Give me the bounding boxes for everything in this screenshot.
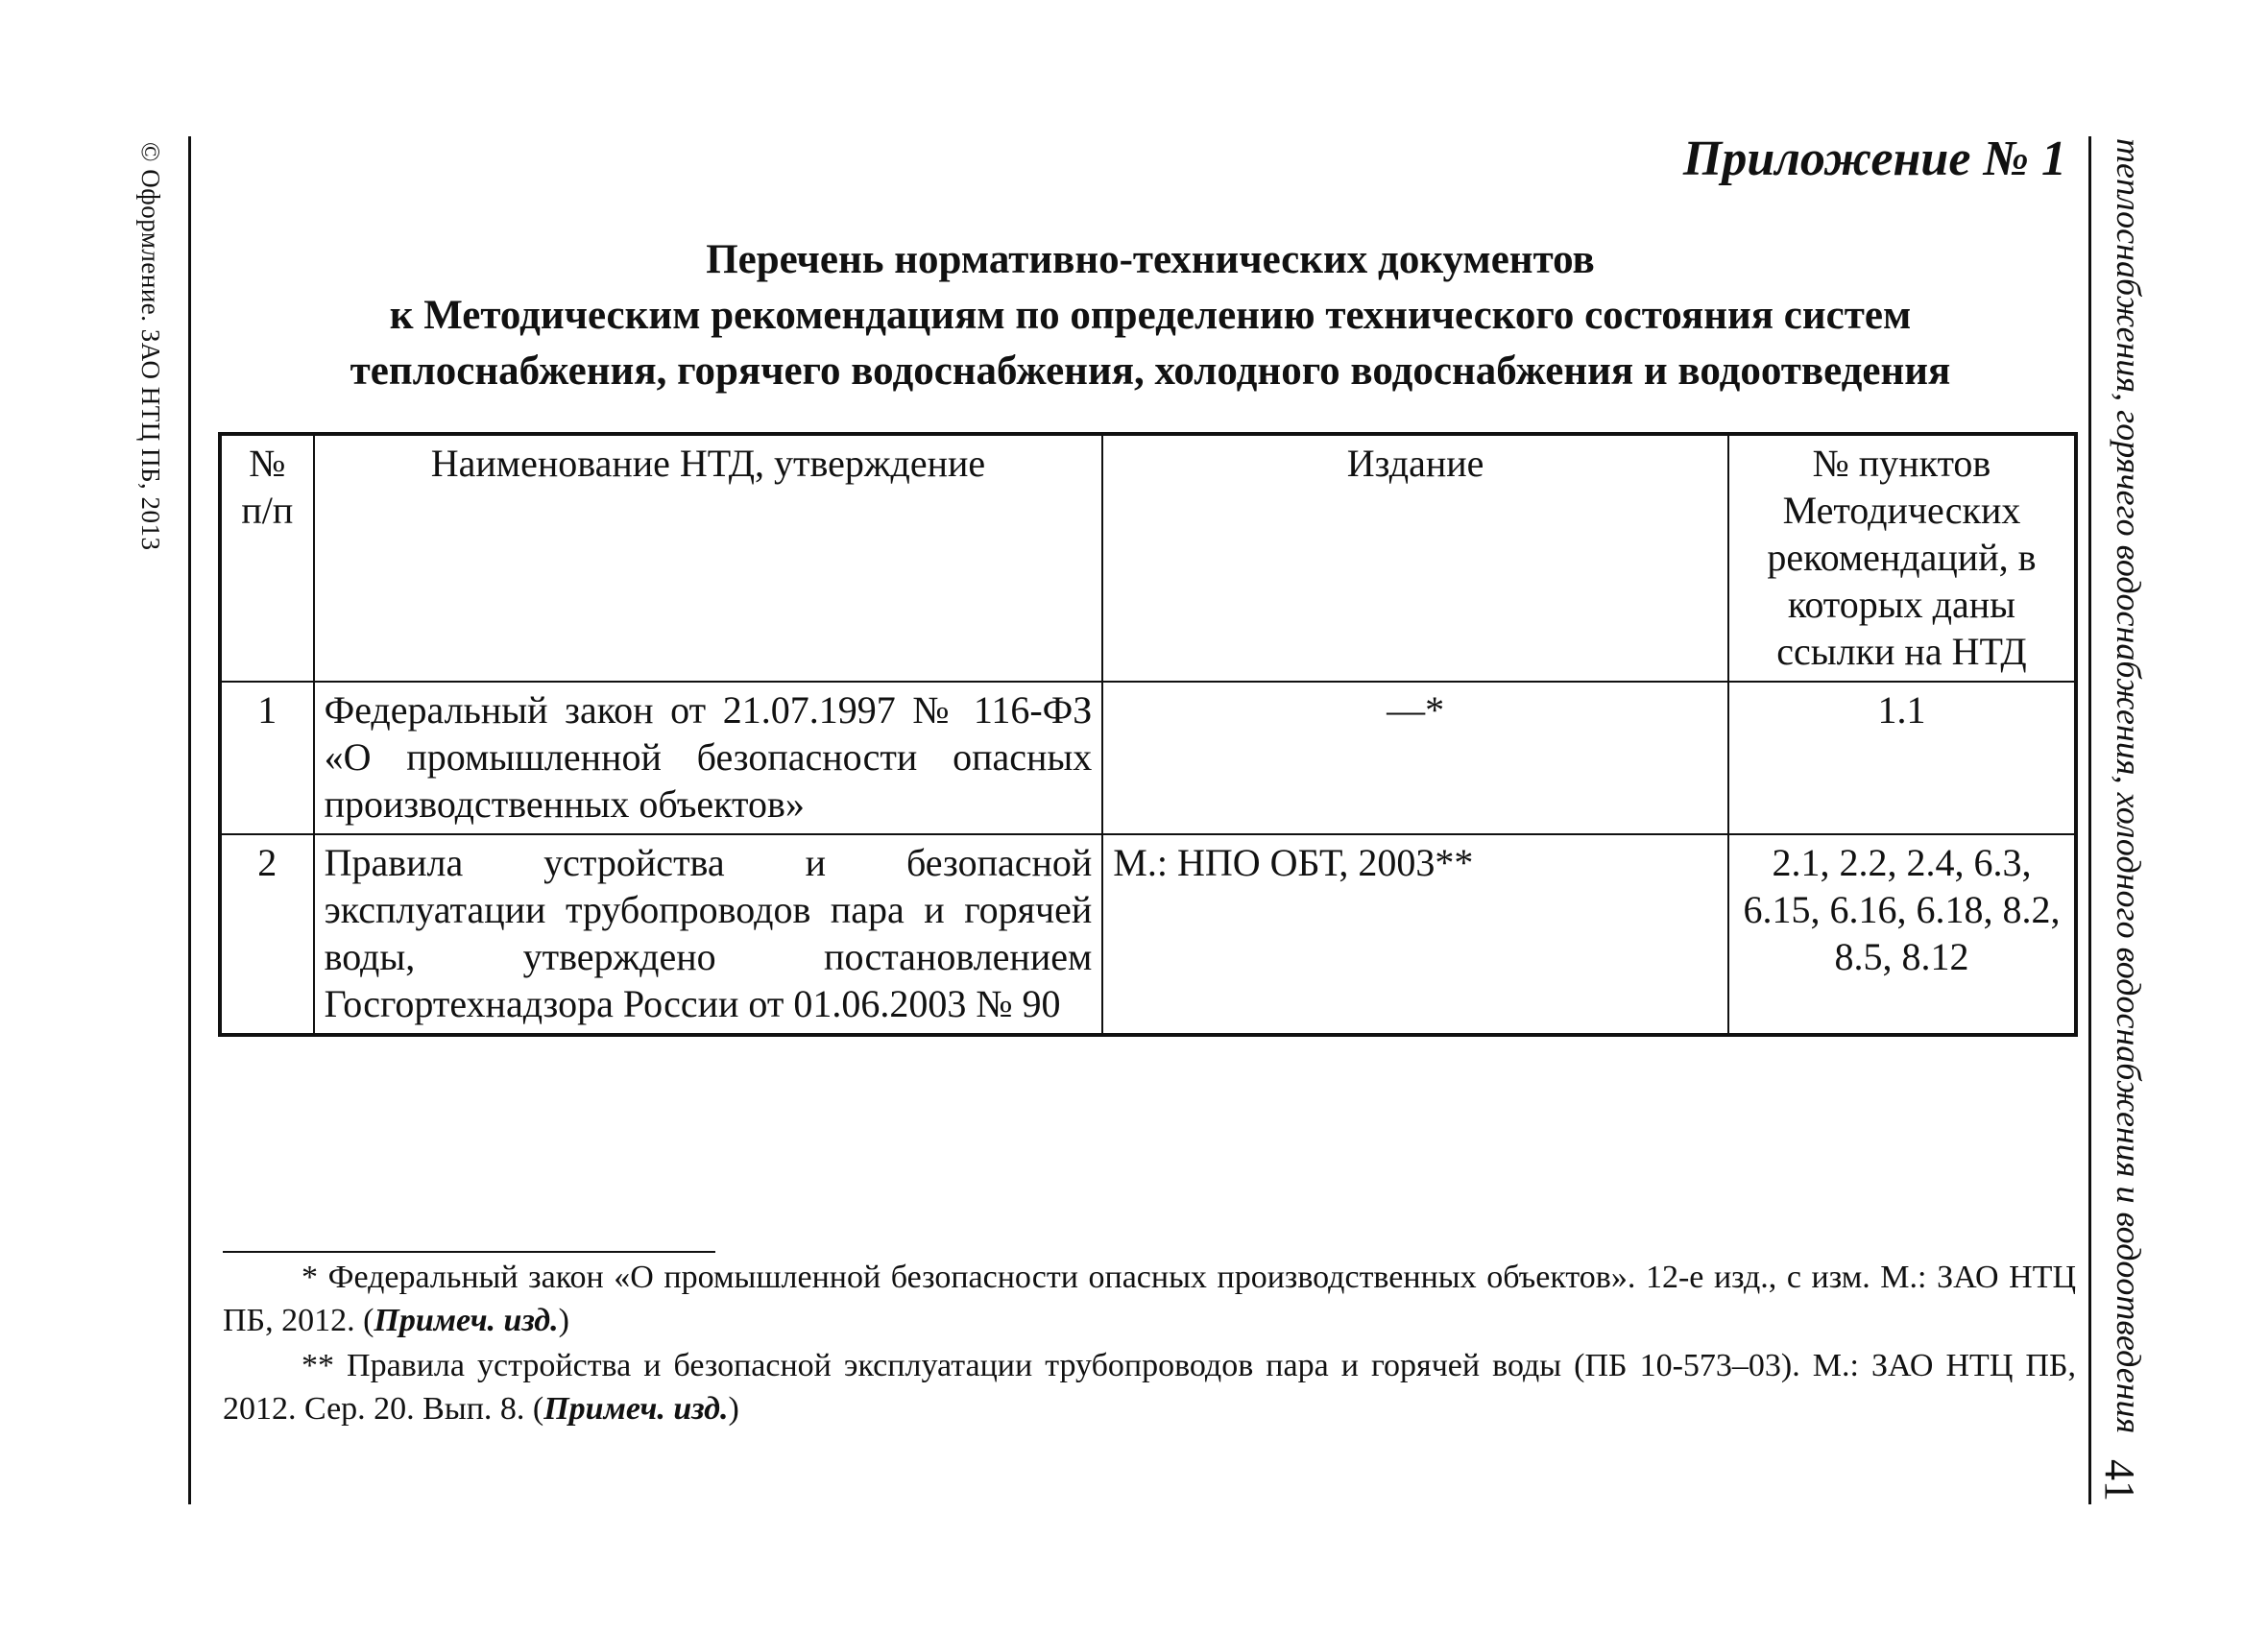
title-line-3: теплоснабжения, горячего водоснабжения, холодного водоснабжения и водоотведения (350, 348, 1951, 394)
title-line-2: к Методическим рекомендациям по определению технического состояния систем (389, 293, 1912, 338)
row-publication: М.: НПО ОБТ, 2003** (1102, 834, 1728, 1035)
ntd-table (218, 432, 2078, 1037)
row-publication: —* (1102, 682, 1728, 834)
row-name: Правила устройства и безопасной эксплуатации трубопроводов пара и горячей воды, утверждено постановлением Госгортехнадзора России от 01.06.2003 № 90 (314, 834, 1103, 1035)
table-row (220, 682, 2076, 834)
footnote-2-text: ** Правила устройства и безопасной эксплуатации трубопроводов пара и горячей воды (ПБ 10-573–03). М.: ЗАО НТЦ ПБ, 2012. Сер. 20. Вып. 8. ( (223, 1348, 2076, 1427)
title-line-1: Перечень нормативно-технических документов (706, 237, 1595, 282)
row-items: 2.1, 2.2, 2.4, 6.3, 6.15, 6.16, 6.18, 8.2, 8.5, 8.12 (1728, 834, 2076, 1035)
table-row (220, 834, 2076, 1035)
running-title: теплоснабжения, горячего водоснабжения, холодного водоснабжения и водоотведения (2110, 138, 2148, 1434)
row-items: 1.1 (1728, 682, 2076, 834)
footnote-2-close: ) (728, 1391, 739, 1427)
footnote-1-text: * Федеральный закон «О промышленной безопасности опасных производственных объектов». 12-е изд., с изм. М.: ЗАО НТЦ ПБ, 2012. ( (223, 1260, 2076, 1338)
row-num: 1 (220, 682, 314, 834)
header-publication: Издание (1102, 434, 1728, 682)
document-title (219, 232, 2082, 399)
footnote-1 (223, 1256, 2076, 1342)
row-name: Федеральный закон от 21.07.1997 № 116-ФЗ «О промышленной безопасности опасных производственных объектов» (314, 682, 1103, 834)
header-name: Наименование НТД, утверждение (314, 434, 1103, 682)
right-margin-rule (2088, 136, 2091, 1504)
left-margin-rule (188, 136, 191, 1504)
appendix-label: Приложение № 1 (1682, 132, 2066, 186)
footnote-1-close: ) (558, 1303, 569, 1338)
table-header-row (220, 434, 2076, 682)
footnote-2 (223, 1344, 2076, 1430)
footnotes (223, 1256, 2076, 1430)
footnote-2-note: Примеч. изд. (543, 1391, 729, 1427)
footnote-separator (223, 1251, 715, 1253)
header-items: № пунктов Методических рекомендаций, в которых даны ссылки на НТД (1728, 434, 2076, 682)
header-num: № п/п (220, 434, 314, 682)
page-number: 41 (2096, 1459, 2143, 1501)
copyright-note: © Оформление. ЗАО НТЦ ПБ, 2013 (136, 142, 165, 551)
footnote-1-note: Примеч. изд. (374, 1303, 559, 1338)
row-num: 2 (220, 834, 314, 1035)
